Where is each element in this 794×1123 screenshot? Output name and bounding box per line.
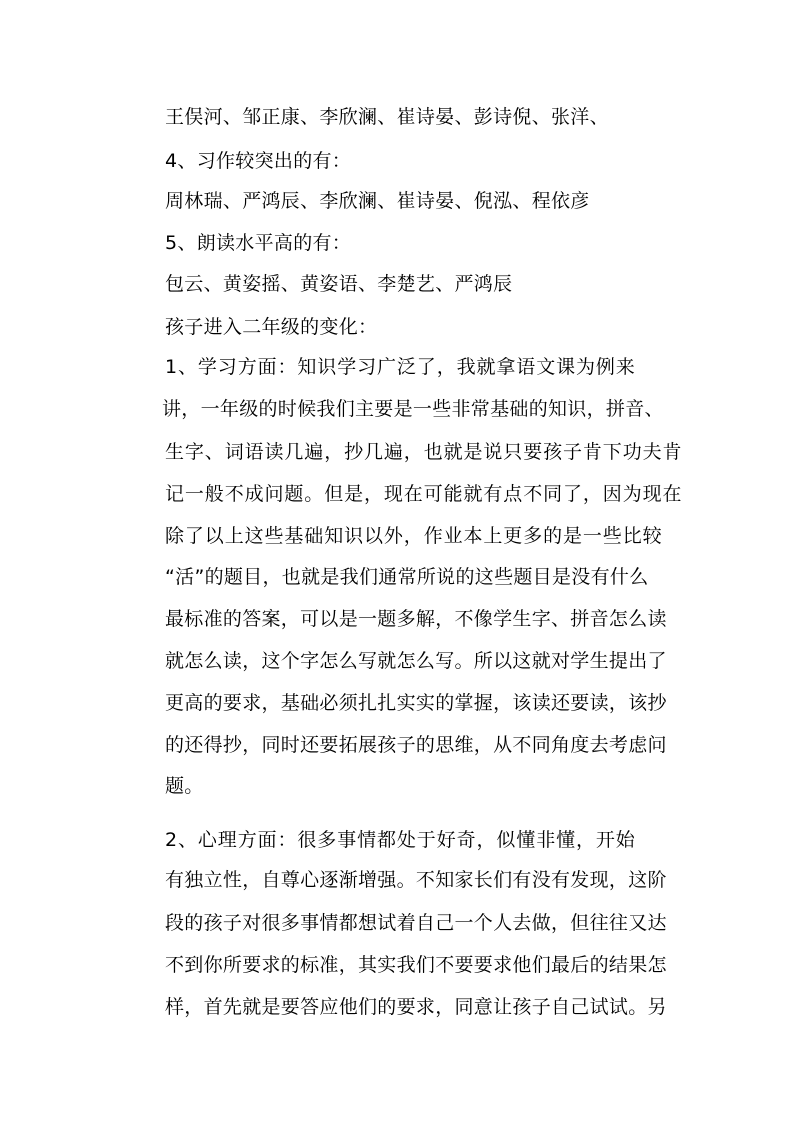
text-line-20: 段的孩子对很多事情都想试着自己一个人去做，但往往又达 (165, 912, 667, 934)
text-line-4: 5、朗读水平高的有： (165, 232, 352, 254)
text-line-11: 除了以上这些基础知识以外，作业本上更多的是一些比较 (165, 525, 663, 547)
text-line-5: 包云、黄姿摇、黄姿语、李楚艺、严鸿辰 (165, 273, 513, 295)
text-line-18: 2、心理方面：很多事情都处于好奇，似懂非懂，开始 (165, 829, 636, 851)
text-line-22: 样，首先就是要答应他们的要求，同意让孩子自己试试。另 (165, 996, 667, 1018)
text-line-14: 就怎么读，这个字怎么写就怎么写。所以这就对学生提出了 (165, 650, 667, 672)
text-line-15: 更高的要求，基础必须扎扎实实的掌握，该读还要读，该抄 (165, 692, 667, 714)
text-line-6: 孩子进入二年级的变化： (165, 316, 378, 338)
text-line-19: 有独立性，自尊心逐渐增强。不知家长们有没有发现，这阶 (165, 869, 667, 891)
text-line-9: 生字、词语读几遍，抄几遍，也就是说只要孩子肯下功夫肯 (165, 441, 683, 463)
text-line-1: 王俣河、邹正康、李欣澜、崔诗晏、彭诗倪、张洋、 (165, 106, 609, 128)
text-line-10: 记一般不成问题。但是，现在可能就有点不同了，因为现在 (165, 483, 683, 505)
text-line-12: “活”的题目，也就是我们通常所说的这些题目是没有什么 (165, 566, 649, 588)
text-line-7: 1、学习方面：知识学习广泛了，我就拿语文课为例来 (165, 356, 636, 378)
text-line-16: 的还得抄，同时还要拓展孩子的思维，从不同角度去考虑问 (165, 734, 667, 756)
text-line-3: 周林瑞、严鸿辰、李欣澜、崔诗晏、倪泓、程依彦 (165, 190, 590, 212)
text-line-2: 4、习作较突出的有： (165, 150, 352, 172)
text-line-8: 讲，一年级的时候我们主要是一些非常基础的知识，拼音、 (162, 398, 664, 420)
text-line-21: 不到你所要求的标准，其实我们不要要求他们最后的结果怎 (165, 954, 667, 976)
text-line-13: 最标准的答案，可以是一题多解，不像学生字、拼音怎么读 (165, 608, 667, 630)
text-line-17: 题。 (165, 775, 204, 797)
